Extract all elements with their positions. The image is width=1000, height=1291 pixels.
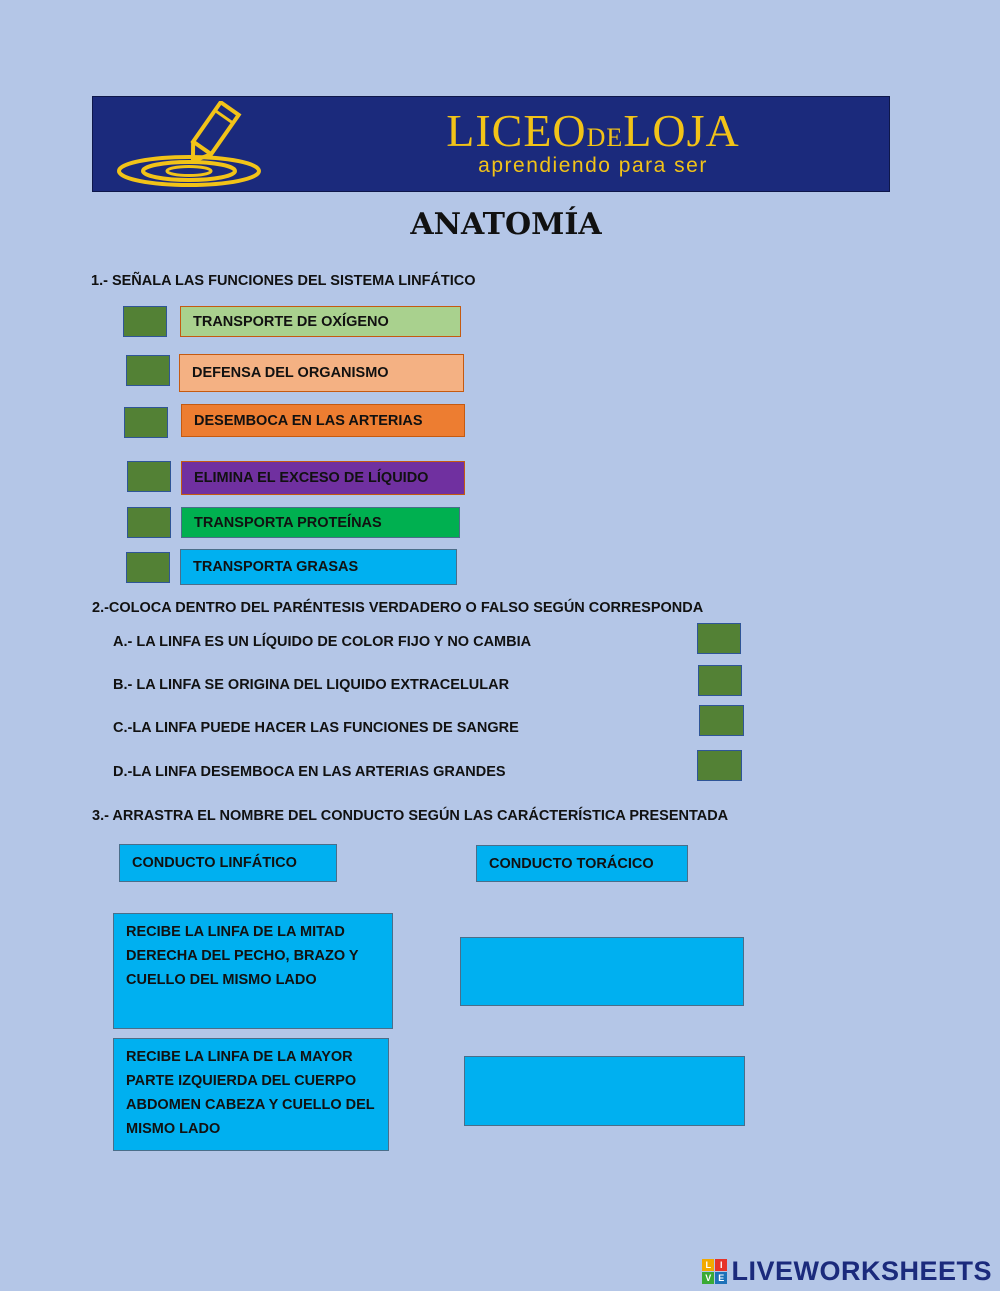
logo-letter-i: I	[715, 1259, 727, 1271]
logo-letter-v: V	[702, 1272, 714, 1284]
logo-letter-l: L	[702, 1259, 714, 1271]
q1-option-4: ELIMINA EL EXCESO DE LÍQUIDO	[181, 461, 465, 495]
description-card-1: RECIBE LA LINFA DE LA MITAD DERECHA DEL PECHO, BRAZO Y CUELLO DEL MISMO LADO	[113, 913, 393, 1029]
question-2: 2.-COLOCA DENTRO DEL PARÉNTESIS VERDADERO O FALSO SEGÚN CORRESPONDA	[92, 600, 704, 616]
statement-c: C.-LA LINFA PUEDE HACER LAS FUNCIONES DE SANGRE	[113, 720, 519, 736]
q1-option-2: DEFENSA DEL ORGANISMO	[179, 354, 464, 392]
q1-option-1: TRANSPORTE DE OXÍGENO	[180, 306, 461, 337]
question-3: 3.- ARRASTRA EL NOMBRE DEL CONDUCTO SEGÚN LAS CARÁCTERÍSTICA PRESENTADA	[92, 808, 729, 824]
drag-item-conducto-toracico[interactable]: CONDUCTO TORÁCICO	[476, 845, 688, 882]
liveworksheets-brand: LIVEWORKSHEETS	[731, 1255, 992, 1286]
statement-b: B.- LA LINFA SE ORIGINA DEL LIQUIDO EXTRACELULAR	[113, 677, 510, 693]
statement-b-answer-box[interactable]	[698, 665, 742, 696]
statement-c-answer-box[interactable]	[699, 705, 744, 736]
statement-a-answer-box[interactable]	[697, 623, 741, 654]
statement-a: A.- LA LINFA ES UN LÍQUIDO DE COLOR FIJO Y NO CAMBIA	[113, 634, 532, 650]
q1-checkbox-6[interactable]	[126, 552, 170, 583]
drag-item-conducto-linfatico[interactable]: CONDUCTO LINFÁTICO	[119, 844, 337, 882]
q1-option-6: TRANSPORTA GRASAS	[180, 549, 457, 585]
school-banner	[92, 96, 890, 192]
q1-checkbox-3[interactable]	[124, 407, 168, 438]
school-name: LICEODELOJA	[446, 105, 740, 156]
school-slogan: aprendiendo para ser	[478, 154, 708, 177]
q1-option-3: DESEMBOCA EN LAS ARTERIAS	[181, 404, 465, 437]
liveworksheets-logo-icon	[702, 1259, 727, 1284]
liveworksheets-watermark	[702, 1254, 992, 1288]
statement-d: D.-LA LINFA DESEMBOCA EN LAS ARTERIAS GRANDES	[113, 764, 506, 780]
q1-checkbox-5[interactable]	[127, 507, 171, 538]
drop-zone-2[interactable]	[464, 1056, 745, 1126]
q1-checkbox-2[interactable]	[126, 355, 170, 386]
q1-option-5: TRANSPORTA PROTEÍNAS	[181, 507, 460, 538]
page-title: ANATOMÍA	[410, 207, 602, 242]
question-1: 1.- SEÑALA LAS FUNCIONES DEL SISTEMA LINFÁTICO	[91, 273, 476, 289]
logo-letter-e: E	[715, 1272, 727, 1284]
q1-checkbox-1[interactable]	[123, 306, 167, 337]
drop-zone-1[interactable]	[460, 937, 744, 1006]
description-card-2: RECIBE LA LINFA DE LA MAYOR PARTE IZQUIERDA DEL CUERPO ABDOMEN CABEZA Y CUELLO DEL MISMO LADO	[113, 1038, 389, 1151]
pencil-target-logo-icon	[111, 101, 271, 189]
statement-d-answer-box[interactable]	[697, 750, 742, 781]
q1-checkbox-4[interactable]	[127, 461, 171, 492]
